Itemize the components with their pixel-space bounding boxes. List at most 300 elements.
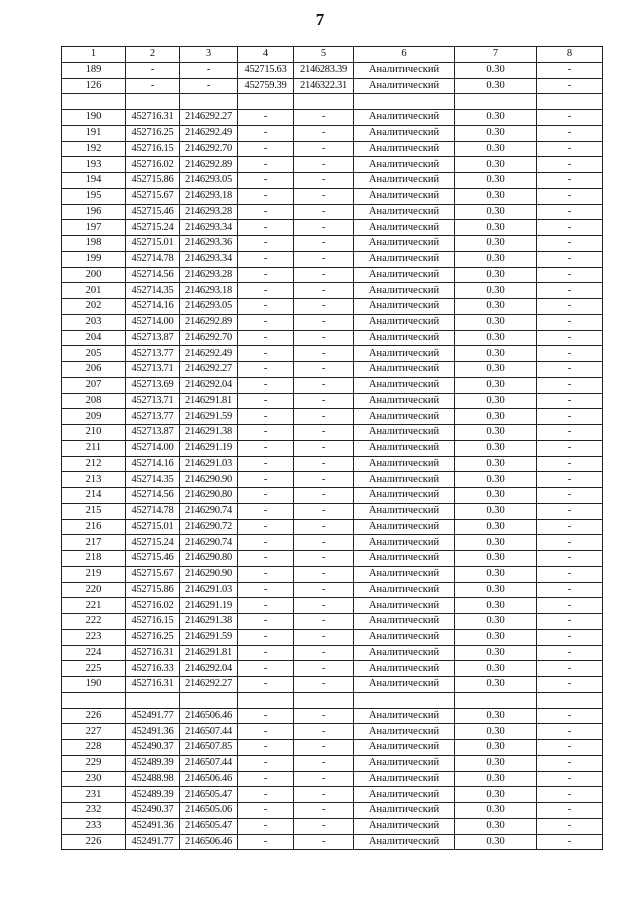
table-row	[62, 267, 603, 283]
table-cell: -	[537, 629, 603, 645]
table-cell: 212	[62, 456, 126, 472]
table-cell: -	[238, 535, 294, 551]
table-cell: 0.30	[455, 330, 537, 346]
table-row	[62, 488, 603, 504]
table-cell: -	[238, 614, 294, 630]
table-row	[62, 283, 603, 299]
table-cell: -	[180, 78, 238, 94]
table-row	[62, 834, 603, 850]
table-cell: -	[294, 818, 354, 834]
table-cell: Аналитический	[354, 755, 455, 771]
table-cell: 2146291.81	[180, 393, 238, 409]
column-header: 5	[294, 47, 354, 63]
table-cell: 2146290.80	[180, 551, 238, 567]
table-row	[62, 409, 603, 425]
table-cell: 0.30	[455, 535, 537, 551]
table-row	[62, 78, 603, 94]
column-header: 2	[126, 47, 180, 63]
table-cell: 452713.69	[126, 377, 180, 393]
table-cell	[537, 94, 603, 110]
table-row	[62, 204, 603, 220]
table-cell: -	[294, 110, 354, 126]
table-row	[62, 582, 603, 598]
table-cell: -	[294, 314, 354, 330]
table-cell: Аналитический	[354, 456, 455, 472]
page-number: 7	[315, 10, 325, 29]
table-row	[62, 771, 603, 787]
table-cell: 190	[62, 677, 126, 693]
table-cell: 2146291.03	[180, 582, 238, 598]
table-cell: 2146290.72	[180, 519, 238, 535]
table-cell: -	[238, 283, 294, 299]
table-cell: 2146293.34	[180, 220, 238, 236]
table-cell: -	[294, 204, 354, 220]
table-cell: -	[537, 236, 603, 252]
table-row	[62, 535, 603, 551]
table-cell: -	[238, 220, 294, 236]
table-cell: 452715.24	[126, 220, 180, 236]
table-cell: -	[238, 598, 294, 614]
table-cell: 0.30	[455, 204, 537, 220]
table-cell: 0.30	[455, 724, 537, 740]
table-cell: -	[537, 677, 603, 693]
table-cell	[238, 692, 294, 708]
table-cell: -	[537, 645, 603, 661]
table-cell: -	[294, 220, 354, 236]
table-cell: 2146292.70	[180, 141, 238, 157]
table-cell: -	[537, 488, 603, 504]
column-header: 6	[354, 47, 455, 63]
table-cell: 452716.15	[126, 141, 180, 157]
table-cell: -	[537, 803, 603, 819]
table-cell: 0.30	[455, 62, 537, 78]
table-cell: 2146293.05	[180, 173, 238, 189]
table-row	[62, 299, 603, 315]
table-cell: -	[537, 440, 603, 456]
table-cell: -	[537, 125, 603, 141]
table-row	[62, 62, 603, 78]
table-cell: -	[294, 787, 354, 803]
table-cell: 0.30	[455, 251, 537, 267]
table-cell: 2146507.85	[180, 740, 238, 756]
table-cell: 2146293.28	[180, 267, 238, 283]
table-cell: 0.30	[455, 236, 537, 252]
table-cell: 2146291.03	[180, 456, 238, 472]
table-cell: -	[238, 440, 294, 456]
table-cell: -	[537, 582, 603, 598]
table-row	[62, 251, 603, 267]
table-cell: 196	[62, 204, 126, 220]
table-cell: -	[294, 267, 354, 283]
table-cell: -	[537, 188, 603, 204]
table-cell: -	[294, 677, 354, 693]
table-cell: -	[238, 488, 294, 504]
table-row	[62, 236, 603, 252]
table-cell: 2146290.74	[180, 503, 238, 519]
table-cell: Аналитический	[354, 566, 455, 582]
table-cell: 2146292.89	[180, 157, 238, 173]
table-row	[62, 566, 603, 582]
table-cell: 452490.37	[126, 803, 180, 819]
table-cell: -	[238, 236, 294, 252]
table-row	[62, 314, 603, 330]
table-cell: 2146507.44	[180, 724, 238, 740]
table-cell: -	[537, 220, 603, 236]
table-cell: 452714.00	[126, 440, 180, 456]
table-cell: 2146290.80	[180, 488, 238, 504]
table-cell: 0.30	[455, 425, 537, 441]
column-header: 1	[62, 47, 126, 63]
table-cell: Аналитический	[354, 330, 455, 346]
table-row	[62, 818, 603, 834]
table-cell: 2146290.90	[180, 472, 238, 488]
table-cell: -	[294, 472, 354, 488]
table-cell: 2146293.28	[180, 204, 238, 220]
table-cell: -	[294, 661, 354, 677]
table-cell: 207	[62, 377, 126, 393]
table-cell: 452716.25	[126, 629, 180, 645]
table-cell: 0.30	[455, 677, 537, 693]
table-row	[62, 94, 603, 110]
table-cell: -	[537, 566, 603, 582]
table-cell: 0.30	[455, 125, 537, 141]
table-cell: Аналитический	[354, 645, 455, 661]
table-cell: -	[537, 362, 603, 378]
table-cell: -	[537, 771, 603, 787]
table-cell: 452715.01	[126, 519, 180, 535]
table-cell: -	[537, 535, 603, 551]
table-cell: Аналитический	[354, 62, 455, 78]
table-cell: 0.30	[455, 787, 537, 803]
table-cell: 208	[62, 393, 126, 409]
table-cell: -	[238, 204, 294, 220]
table-cell: 0.30	[455, 346, 537, 362]
table-cell: -	[238, 362, 294, 378]
table-cell: -	[294, 834, 354, 850]
table-cell: -	[537, 519, 603, 535]
table-cell: 452491.77	[126, 834, 180, 850]
table-row	[62, 125, 603, 141]
table-cell	[238, 94, 294, 110]
table-cell	[62, 692, 126, 708]
table-cell: -	[294, 488, 354, 504]
table-cell: -	[238, 393, 294, 409]
table-cell: -	[238, 125, 294, 141]
table-cell: 209	[62, 409, 126, 425]
table-cell: -	[294, 566, 354, 582]
table-cell: 2146292.49	[180, 125, 238, 141]
table-cell	[354, 692, 455, 708]
table-row	[62, 519, 603, 535]
table-cell: Аналитический	[354, 393, 455, 409]
table-cell: -	[537, 173, 603, 189]
table-cell: 2146506.46	[180, 834, 238, 850]
table-cell: 2146507.44	[180, 755, 238, 771]
table-cell: 452715.67	[126, 188, 180, 204]
table-cell: 0.30	[455, 771, 537, 787]
table-cell: 0.30	[455, 629, 537, 645]
table-cell: 452491.77	[126, 708, 180, 724]
table-cell: -	[537, 740, 603, 756]
table-row	[62, 188, 603, 204]
table-cell: -	[238, 551, 294, 567]
table-row	[62, 692, 603, 708]
table-cell: -	[294, 755, 354, 771]
table-cell: 2146292.04	[180, 661, 238, 677]
table-body	[62, 62, 603, 850]
table-cell: 226	[62, 834, 126, 850]
table-row	[62, 456, 603, 472]
table-cell: Аналитический	[354, 582, 455, 598]
table-row	[62, 629, 603, 645]
table-cell: Аналитический	[354, 503, 455, 519]
table-cell: -	[294, 377, 354, 393]
table-cell: -	[238, 110, 294, 126]
table-cell: -	[238, 299, 294, 315]
table-cell: -	[294, 251, 354, 267]
table-cell: -	[294, 236, 354, 252]
table-cell: -	[537, 62, 603, 78]
table-cell: 2146291.19	[180, 440, 238, 456]
table-cell: 0.30	[455, 283, 537, 299]
table-cell: 452716.25	[126, 125, 180, 141]
table-cell: Аналитический	[354, 425, 455, 441]
table-cell: 452716.15	[126, 614, 180, 630]
table-cell: -	[238, 582, 294, 598]
table-cell	[294, 94, 354, 110]
table-cell: 0.30	[455, 362, 537, 378]
table-cell: -	[537, 598, 603, 614]
table-cell: -	[126, 62, 180, 78]
table-cell: -	[238, 251, 294, 267]
table-cell: 2146291.38	[180, 614, 238, 630]
table-cell: Аналитический	[354, 173, 455, 189]
table-cell: -	[238, 566, 294, 582]
table-cell: 0.30	[455, 614, 537, 630]
table-cell: -	[238, 267, 294, 283]
table-cell: -	[238, 724, 294, 740]
table-cell: 452713.87	[126, 330, 180, 346]
table-cell: 2146290.74	[180, 535, 238, 551]
table-cell: 0.30	[455, 267, 537, 283]
table-cell: -	[537, 141, 603, 157]
table-cell: -	[537, 551, 603, 567]
table-cell: Аналитический	[354, 236, 455, 252]
table-cell: -	[294, 724, 354, 740]
table-row	[62, 503, 603, 519]
table-cell: 218	[62, 551, 126, 567]
table-cell	[455, 692, 537, 708]
table-cell: 225	[62, 661, 126, 677]
table-cell: -	[537, 204, 603, 220]
table-cell: -	[180, 62, 238, 78]
table-cell: 213	[62, 472, 126, 488]
table-cell: 452715.01	[126, 236, 180, 252]
table-cell: 2146506.46	[180, 708, 238, 724]
table-cell: -	[537, 346, 603, 362]
table-cell: Аналитический	[354, 251, 455, 267]
table-cell: Аналитический	[354, 551, 455, 567]
table-row	[62, 787, 603, 803]
table-cell: Аналитический	[354, 614, 455, 630]
table-cell: 452491.36	[126, 818, 180, 834]
table-cell: Аналитический	[354, 78, 455, 94]
table-cell: 221	[62, 598, 126, 614]
table-cell: Аналитический	[354, 803, 455, 819]
table-cell: 0.30	[455, 566, 537, 582]
table-cell: 0.30	[455, 645, 537, 661]
table-row	[62, 614, 603, 630]
table-cell: -	[294, 440, 354, 456]
table-cell: 189	[62, 62, 126, 78]
table-cell: Аналитический	[354, 204, 455, 220]
table-cell: 2146292.04	[180, 377, 238, 393]
table-cell: Аналитический	[354, 362, 455, 378]
table-cell: 226	[62, 708, 126, 724]
table-cell: -	[294, 708, 354, 724]
table-row	[62, 377, 603, 393]
table-cell: Аналитический	[354, 661, 455, 677]
table-cell: 452715.46	[126, 551, 180, 567]
table-cell: 223	[62, 629, 126, 645]
table-cell: Аналитический	[354, 188, 455, 204]
table-cell: 452715.86	[126, 582, 180, 598]
table-cell: 452713.71	[126, 393, 180, 409]
table-cell: 2146291.59	[180, 409, 238, 425]
table-cell: 192	[62, 141, 126, 157]
table-cell: -	[238, 645, 294, 661]
table-cell: 210	[62, 425, 126, 441]
table-cell: Аналитический	[354, 110, 455, 126]
table-cell: -	[294, 283, 354, 299]
table-cell: -	[537, 818, 603, 834]
table-cell: -	[537, 267, 603, 283]
table-cell: -	[537, 425, 603, 441]
table-cell: Аналитический	[354, 708, 455, 724]
table-cell: 452488.98	[126, 771, 180, 787]
table-cell	[180, 94, 238, 110]
table-cell: 231	[62, 787, 126, 803]
table-row	[62, 425, 603, 441]
table-cell: 452716.31	[126, 677, 180, 693]
table-cell	[62, 94, 126, 110]
table-row	[62, 173, 603, 189]
table-cell: -	[238, 771, 294, 787]
table-cell: 2146292.70	[180, 330, 238, 346]
table-row	[62, 755, 603, 771]
table-cell: -	[537, 377, 603, 393]
table-row	[62, 157, 603, 173]
table-cell: -	[537, 157, 603, 173]
table-cell: 200	[62, 267, 126, 283]
table-cell: -	[238, 677, 294, 693]
table-cell: Аналитический	[354, 125, 455, 141]
table-cell: 2146322.31	[294, 78, 354, 94]
table-cell: Аналитический	[354, 519, 455, 535]
table-cell: -	[294, 346, 354, 362]
table-cell: 0.30	[455, 503, 537, 519]
table-cell: -	[294, 456, 354, 472]
table-row	[62, 346, 603, 362]
table-header	[62, 47, 603, 63]
table-cell: -	[238, 409, 294, 425]
table-cell: -	[537, 393, 603, 409]
table-cell: 2146293.36	[180, 236, 238, 252]
table-cell: -	[537, 834, 603, 850]
table-cell: -	[238, 503, 294, 519]
table-cell: 2146292.27	[180, 677, 238, 693]
table-cell: -	[294, 173, 354, 189]
table-cell: -	[294, 141, 354, 157]
table-cell: -	[537, 755, 603, 771]
table-row	[62, 598, 603, 614]
table-cell: Аналитический	[354, 740, 455, 756]
table-cell: Аналитический	[354, 157, 455, 173]
table-cell: Аналитический	[354, 409, 455, 425]
table-cell: -	[537, 456, 603, 472]
table-cell: 0.30	[455, 110, 537, 126]
table-cell: -	[294, 614, 354, 630]
table-cell: -	[294, 393, 354, 409]
table-cell: 452714.35	[126, 472, 180, 488]
table-row	[62, 551, 603, 567]
table-cell: 0.30	[455, 818, 537, 834]
table-cell: -	[537, 787, 603, 803]
table-cell: 0.30	[455, 708, 537, 724]
table-cell: -	[294, 598, 354, 614]
table-cell: 452713.87	[126, 425, 180, 441]
table-cell: 2146290.90	[180, 566, 238, 582]
table-cell: 229	[62, 755, 126, 771]
table-cell: -	[238, 472, 294, 488]
table-cell: -	[294, 629, 354, 645]
table-cell: 201	[62, 283, 126, 299]
table-cell: -	[294, 771, 354, 787]
table-cell: -	[238, 818, 294, 834]
table-cell: 452489.39	[126, 755, 180, 771]
table-cell: -	[294, 330, 354, 346]
table-cell: -	[238, 314, 294, 330]
table-cell: -	[238, 425, 294, 441]
table-cell: Аналитический	[354, 818, 455, 834]
table-cell: 0.30	[455, 834, 537, 850]
table-cell: 0.30	[455, 220, 537, 236]
table-cell: -	[537, 78, 603, 94]
table-cell: 224	[62, 645, 126, 661]
table-cell: 2146291.81	[180, 645, 238, 661]
table-cell: Аналитический	[354, 677, 455, 693]
table-cell: -	[294, 503, 354, 519]
table-cell: 2146293.34	[180, 251, 238, 267]
table-cell	[294, 692, 354, 708]
table-cell: 452714.78	[126, 503, 180, 519]
table-cell: 220	[62, 582, 126, 598]
table-cell: 0.30	[455, 803, 537, 819]
table-cell: -	[294, 535, 354, 551]
table-cell: Аналитический	[354, 771, 455, 787]
header-row	[62, 47, 603, 63]
table-cell: 0.30	[455, 173, 537, 189]
table-cell: -	[238, 755, 294, 771]
table-cell: 205	[62, 346, 126, 362]
table-cell: 0.30	[455, 661, 537, 677]
table-cell: 2146291.38	[180, 425, 238, 441]
table-cell: -	[294, 551, 354, 567]
table-cell: Аналитический	[354, 440, 455, 456]
table-cell: -	[238, 141, 294, 157]
table-cell: -	[238, 740, 294, 756]
table-cell: 233	[62, 818, 126, 834]
